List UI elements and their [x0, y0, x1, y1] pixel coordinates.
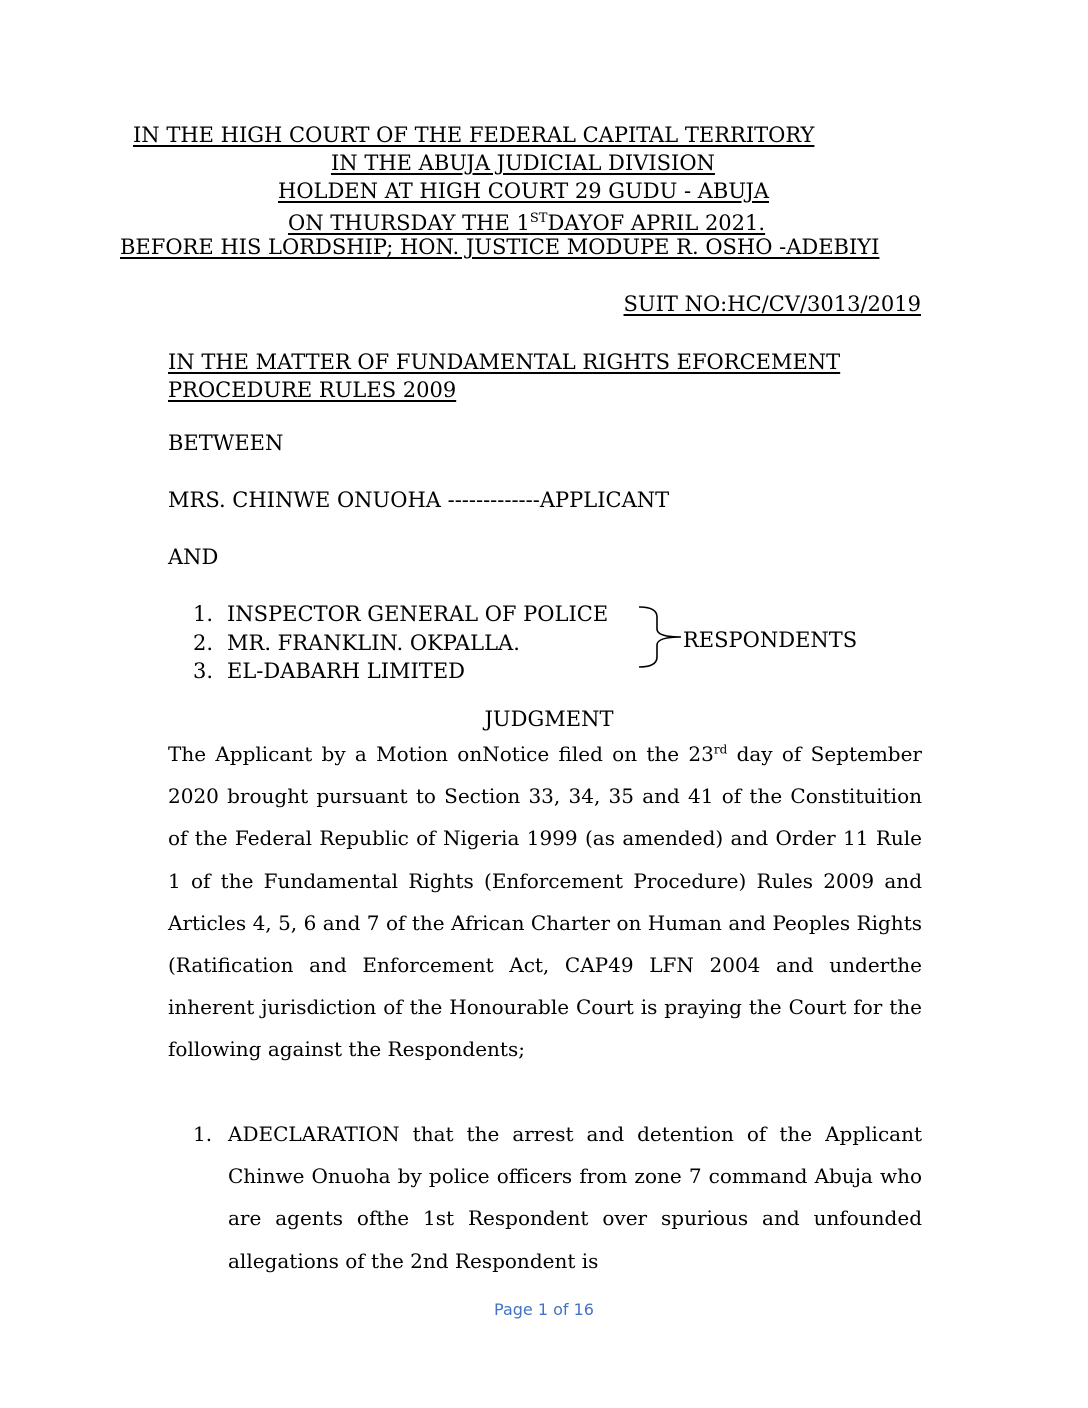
presiding-judge: BEFORE HIS LORDSHIP; HON. JUSTICE MODUPE R. OSHO -ADEBIYI — [120, 235, 880, 259]
matter-heading: IN THE MATTER OF FUNDAMENTAL RIGHTS EFORCEMENT PROCEDURE RULES 2009 — [168, 350, 841, 402]
respondent-item: 2. MR. FRANKLIN. OKPALLA. — [193, 630, 520, 655]
court-title: IN THE HIGH COURT OF THE FEDERAL CAPITAL TERRITORY — [133, 123, 815, 147]
judgment-heading: JUDGMENT — [484, 707, 614, 731]
prayers-list — [193, 1113, 922, 1282]
respondent-item: 1. INSPECTOR GENERAL OF POLICE — [193, 602, 609, 626]
between-heading: BETWEEN — [168, 431, 284, 455]
judgment-paragraph: The Applicant by a Motion onNotice filed on the 23rd day of September 2020 brought pursuant to Section 33, 34, 35 and 41 of the Constituition of the Federal Republic of Nigeria 1999 (as amended) and Order 11 Rule 1 of the Fundamental Rights (Enforcement Procedure) Rules 2009 and Articles 4, 5, 6 and 7 of the African Charter on Human and Peoples Rights (Ratification and Enforcement Act, CAP49 LFN 2004 and underthe inherent jurisdiction of the Honourable Court is praying the Court for the following against the Respondents; — [168, 742, 922, 1062]
prayer-item: 1. ADECLARATION that the arrest and detention of the Applicant Chinwe Onuoha by police officers from zone 7 command Abuja who are agents ofthe 1st Respondent over spurious and unfounded allegations of the 2nd Respondent is — [193, 1122, 922, 1273]
and-heading: AND — [168, 545, 219, 569]
respondents-list — [193, 600, 608, 686]
judgment-date: ON THURSDAY THE 1STDAYOF APRIL 2021. — [288, 211, 766, 235]
brace-icon — [637, 605, 683, 669]
judicial-division: IN THE ABUJA JUDICIAL DIVISION — [331, 151, 715, 175]
page-number: Page 1 of 16 — [494, 1300, 594, 1319]
respondent-item: 3. EL-DABARH LIMITED — [193, 659, 465, 683]
applicant-line: MRS. CHINWE ONUOHA -------------APPLICANT — [168, 488, 670, 512]
court-location: HOLDEN AT HIGH COURT 29 GUDU - ABUJA — [278, 179, 770, 203]
suit-number: SUIT NO:HC/CV/3013/2019 — [623, 292, 921, 316]
respondents-label: RESPONDENTS — [683, 628, 858, 652]
